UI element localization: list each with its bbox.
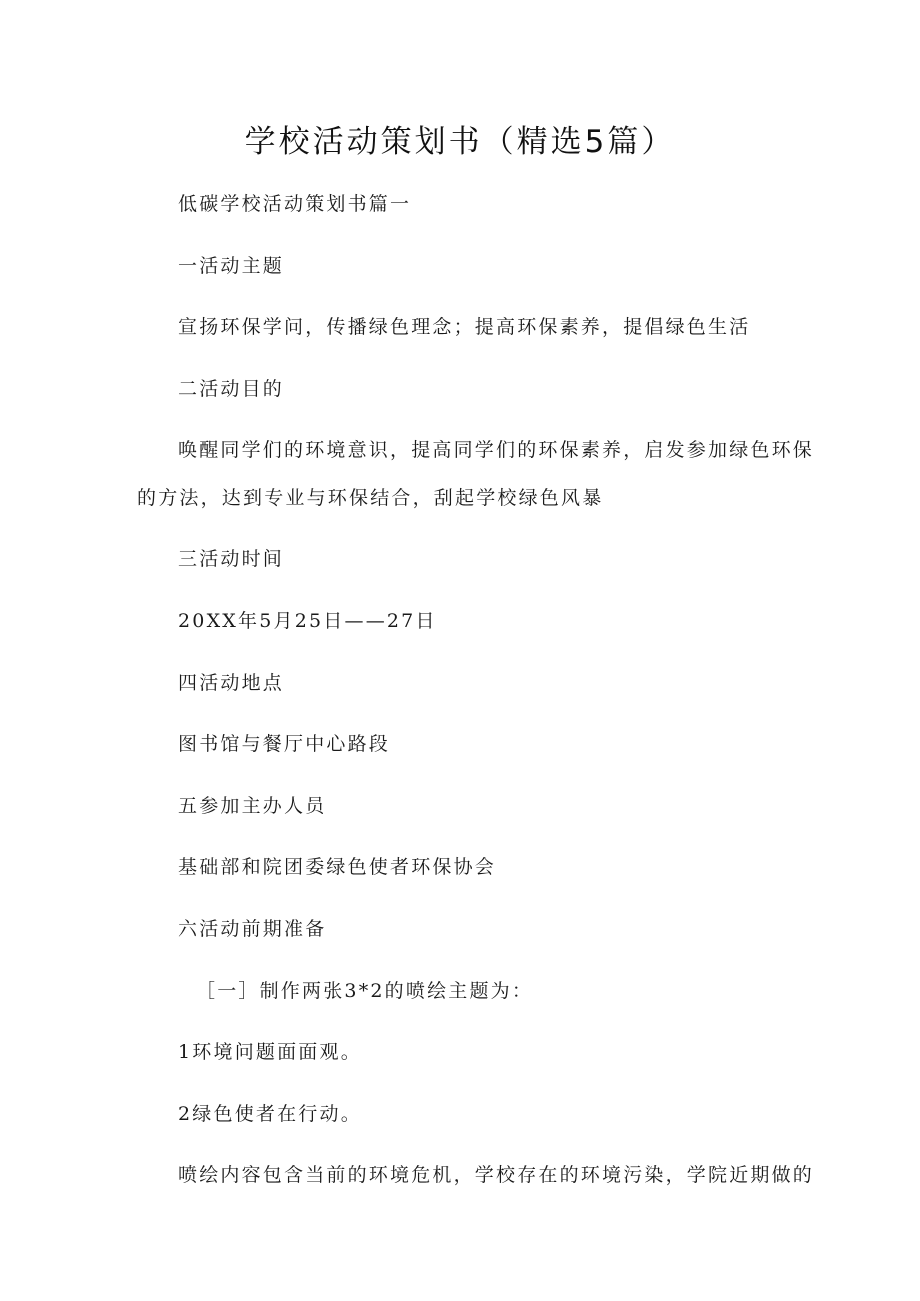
section-heading: 五参加主办人员	[178, 795, 327, 817]
section-heading: 一活动主题	[178, 255, 285, 277]
section-heading: 四活动地点	[178, 672, 285, 694]
paragraph: 20XX年5月25日——27日	[178, 610, 437, 632]
paragraph-continuation: 的方法，达到专业与环保结合，刮起学校绿色风暴	[137, 487, 604, 509]
document-title: 学校活动策划书（精选5篇）	[244, 124, 676, 160]
paragraph: ［一］制作两张3*2的喷绘主题为：	[196, 980, 534, 1002]
paragraph: 基础部和院团委绿色使者环保协会	[178, 856, 497, 878]
paragraph: 图书馆与餐厅中心路段	[178, 733, 391, 755]
section-heading: 二活动目的	[178, 378, 285, 400]
paragraph: 唤醒同学们的环境意识，提高同学们的环保素养，启发参加绿色环保	[178, 439, 815, 461]
paragraph: 宣扬环保学问，传播绿色理念；提高环保素养，提倡绿色生活	[178, 316, 751, 338]
section-heading: 六活动前期准备	[178, 918, 327, 940]
list-item: 1环境问题面面观。	[178, 1041, 362, 1063]
section-heading: 低碳学校活动策划书篇一	[178, 193, 412, 215]
paragraph: 喷绘内容包含当前的环境危机，学校存在的环境污染，学院近期做的	[178, 1164, 815, 1186]
list-item: 2绿色使者在行动。	[178, 1103, 362, 1125]
section-heading: 三活动时间	[178, 548, 285, 570]
